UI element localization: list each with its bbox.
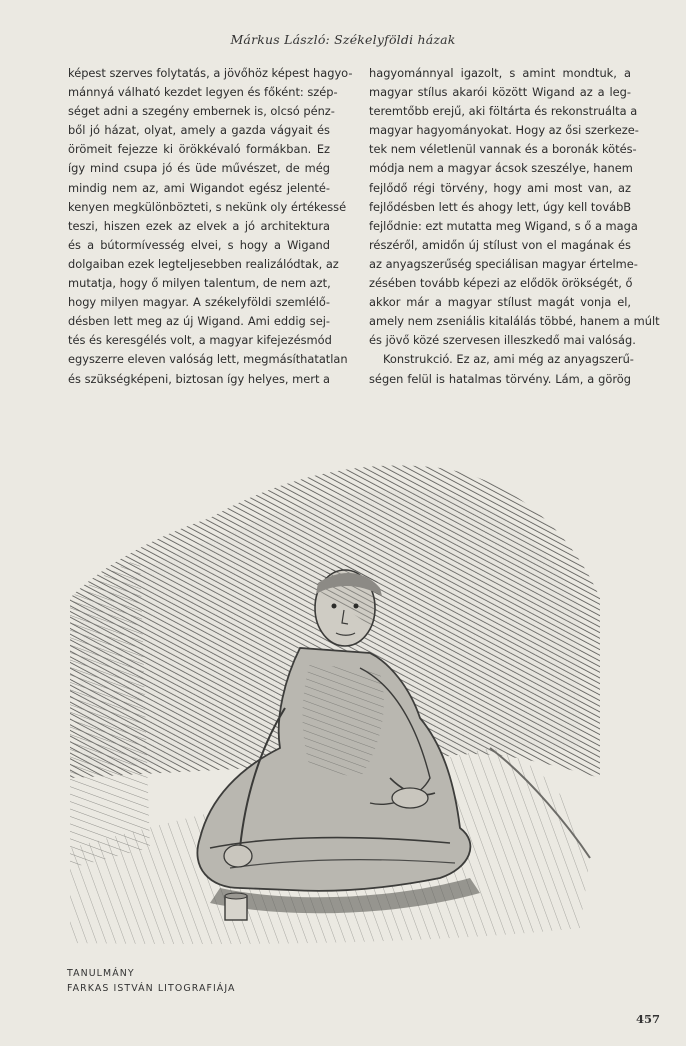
text-line: tek nem véletlenül vannak és a boronák kötés-	[369, 142, 637, 157]
text-line: fejlődnie: ezt mutatta meg Wigand, s ő a maga	[369, 218, 638, 233]
text-line: akkor már a magyar stílust magát vonja el,	[369, 295, 631, 310]
text-line: és jövő közé szervesen illeszkedő mai valóság.	[369, 333, 636, 348]
text-line: magyar hagyományokat. Hogy az ősi szerkeze-	[369, 123, 639, 138]
text-line: mutatja, hogy ő milyen talentum, de nem azt,	[68, 276, 331, 291]
caption-credit: FARKAS ISTVÁN LITOGRAFIÁJA	[67, 983, 236, 994]
lithograph-illustration	[60, 448, 620, 948]
text-line: séget adni a szegény embernek is, olcsó pénz-	[68, 104, 335, 119]
text-line: tés és keresgélés volt, a magyar kifejezésmód	[68, 333, 332, 348]
text-line: mindig nem az, ami Wigandot egész jelenté-	[68, 180, 330, 195]
right-paragraph-1	[369, 64, 660, 350]
text-line: fejlődő régi törvény, hogy ami most van, az	[369, 180, 631, 195]
text-line: hogy milyen magyar. A székelyföldi szemlélő-	[68, 295, 330, 310]
text-line: ből jó házat, olyat, amely a gazda vágyait és	[68, 123, 330, 138]
illustration-caption	[67, 966, 236, 996]
page-number: 457	[636, 1012, 661, 1026]
text-line: és a bútormívesség elvei, s hogy a Wigand	[68, 237, 330, 252]
left-paragraph	[68, 64, 353, 389]
text-line: mánnyá válható kezdet legyen és főként: szép-	[68, 85, 338, 100]
text-line: módja nem a magyar ácsok szeszélye, hanem	[369, 161, 633, 176]
text-column-right	[369, 64, 660, 389]
text-line: örömeit fejezze ki örökkévaló formákban. Ez	[68, 142, 330, 157]
right-paragraph-2	[369, 350, 634, 388]
caption-title: TANULMÁNY	[67, 968, 135, 979]
text-line: teszi, hiszen ezek az elvek a jó architektura	[68, 218, 330, 233]
cup	[225, 896, 247, 920]
text-line: teremtőbb erejű, aki föltárta és rekonstruálta a	[369, 104, 638, 119]
text-line: magyar stílus akarói között Wigand az a leg-	[369, 85, 631, 100]
text-line: képest szerves folytatás, a jövőhöz képest hagyo-	[68, 66, 353, 80]
text-line: részéről, amidőn új stílust von el magának és	[369, 237, 631, 252]
text-line: kenyen megkülönbözteti, s nekünk oly értékessé	[68, 199, 347, 214]
text-line: így mind csupa jó és üde művészet, de még	[68, 161, 330, 176]
text-column-left	[68, 64, 353, 389]
text-line: Konstrukció. Ez az, ami még az anyagszerű-	[383, 352, 634, 367]
running-head: Márkus László: Székelyföldi házak	[230, 32, 456, 47]
text-line: hagyománnyal igazolt, s amint mondtuk, a	[369, 66, 631, 80]
text-line: ségen felül is hatalmas törvény. Lám, a görög	[369, 371, 631, 386]
text-line: dolgaiban ezek legteljesebben realizálódtak, az	[68, 256, 339, 271]
text-line: amely nem zseniális kitalálás többé, hanem a múlt	[369, 314, 660, 329]
text-line: zésében tovább képezi az elődök örökségét, ő	[369, 276, 633, 291]
text-line: az anyagszerűség speciálisan magyar értelme-	[369, 256, 638, 271]
text-line: désben lett meg az új Wigand. Ami eddig sej-	[68, 314, 330, 329]
text-line: és szükségképeni, biztosan így helyes, mert a	[68, 371, 331, 386]
text-line: fejlődésben lett és ahogy lett, úgy kell továbB	[369, 199, 632, 214]
text-line: egyszerre eleven valóság lett, megmásíthatatlan	[68, 352, 348, 367]
